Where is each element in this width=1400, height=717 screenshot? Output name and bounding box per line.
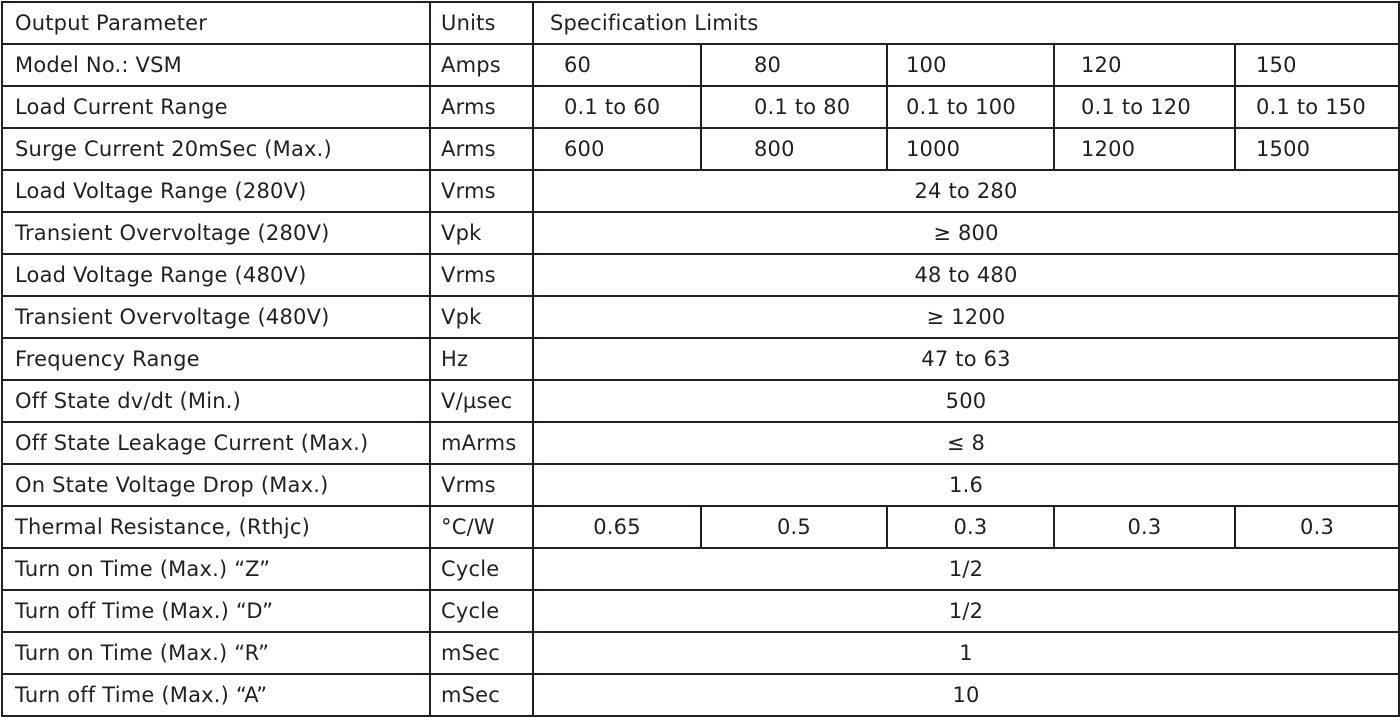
unit-cell: mArms (430, 422, 533, 464)
unit-cell: Vpk (430, 296, 533, 338)
unit-cell: Arms (430, 128, 533, 170)
unit-cell: Vpk (430, 212, 533, 254)
value-cell: 0.3 (1054, 506, 1235, 548)
value-cell: ≤ 8 (533, 422, 1399, 464)
table-row (2, 86, 1399, 128)
unit-cell: mSec (430, 632, 533, 674)
parameter-cell: Off State dv/dt (Min.) (2, 380, 430, 422)
value-cell: 0.1 to 120 (1054, 86, 1235, 128)
value-cell: 10 (533, 674, 1399, 716)
unit-cell: V/µsec (430, 380, 533, 422)
parameter-cell: Surge Current 20mSec (Max.) (2, 128, 430, 170)
value-cell: ≥ 1200 (533, 296, 1399, 338)
value-cell: ≥ 800 (533, 212, 1399, 254)
value-cell: 0.3 (887, 506, 1054, 548)
parameter-cell: Transient Overvoltage (280V) (2, 212, 430, 254)
value-cell: 0.5 (701, 506, 887, 548)
table-row (2, 170, 1399, 212)
table-row (2, 590, 1399, 632)
value-cell: 1.6 (533, 464, 1399, 506)
value-cell: 0.1 to 150 (1235, 86, 1399, 128)
value-cell: 48 to 480 (533, 254, 1399, 296)
value-cell: 80 (701, 44, 887, 86)
table-row (2, 422, 1399, 464)
table-row (2, 464, 1399, 506)
value-cell: 0.1 to 80 (701, 86, 887, 128)
header-spec-limits: Specification Limits (533, 2, 1399, 44)
table-row (2, 338, 1399, 380)
unit-cell: Vrms (430, 170, 533, 212)
table-row (2, 128, 1399, 170)
value-cell: 0.1 to 100 (887, 86, 1054, 128)
parameter-cell: Load Current Range (2, 86, 430, 128)
header-parameter: Output Parameter (2, 2, 430, 44)
value-cell: 0.3 (1235, 506, 1399, 548)
value-cell: 47 to 63 (533, 338, 1399, 380)
value-cell: 1000 (887, 128, 1054, 170)
table-row (2, 44, 1399, 86)
unit-cell: Amps (430, 44, 533, 86)
header-row (2, 2, 1399, 44)
value-cell: 24 to 280 (533, 170, 1399, 212)
value-cell: 0.65 (533, 506, 701, 548)
parameter-cell: Turn on Time (Max.) “Z” (2, 548, 430, 590)
table-row (2, 380, 1399, 422)
parameter-cell: Model No.: VSM (2, 44, 430, 86)
parameter-cell: Load Voltage Range (280V) (2, 170, 430, 212)
unit-cell: Vrms (430, 254, 533, 296)
value-cell: 500 (533, 380, 1399, 422)
value-cell: 60 (533, 44, 701, 86)
parameter-cell: Turn on Time (Max.) “R” (2, 632, 430, 674)
parameter-cell: Turn off Time (Max.) “D” (2, 590, 430, 632)
value-cell: 100 (887, 44, 1054, 86)
unit-cell: Hz (430, 338, 533, 380)
value-cell: 1200 (1054, 128, 1235, 170)
value-cell: 1500 (1235, 128, 1399, 170)
table-row (2, 296, 1399, 338)
unit-cell: Vrms (430, 464, 533, 506)
table-row (2, 254, 1399, 296)
parameter-cell: Off State Leakage Current (Max.) (2, 422, 430, 464)
parameter-cell: Transient Overvoltage (480V) (2, 296, 430, 338)
parameter-cell: Frequency Range (2, 338, 430, 380)
value-cell: 1/2 (533, 548, 1399, 590)
unit-cell: Cycle (430, 590, 533, 632)
header-units: Units (430, 2, 533, 44)
parameter-cell: Thermal Resistance, (Rthjc) (2, 506, 430, 548)
value-cell: 120 (1054, 44, 1235, 86)
value-cell: 800 (701, 128, 887, 170)
unit-cell: Arms (430, 86, 533, 128)
value-cell: 1 (533, 632, 1399, 674)
table-row (2, 506, 1399, 548)
value-cell: 0.1 to 60 (533, 86, 701, 128)
specification-table (1, 1, 1400, 717)
unit-cell: °C/W (430, 506, 533, 548)
table-row (2, 632, 1399, 674)
parameter-cell: Load Voltage Range (480V) (2, 254, 430, 296)
value-cell: 150 (1235, 44, 1399, 86)
table-row (2, 674, 1399, 716)
parameter-cell: On State Voltage Drop (Max.) (2, 464, 430, 506)
table-row (2, 548, 1399, 590)
table-row (2, 212, 1399, 254)
unit-cell: Cycle (430, 548, 533, 590)
value-cell: 1/2 (533, 590, 1399, 632)
unit-cell: mSec (430, 674, 533, 716)
value-cell: 600 (533, 128, 701, 170)
parameter-cell: Turn off Time (Max.) “A” (2, 674, 430, 716)
